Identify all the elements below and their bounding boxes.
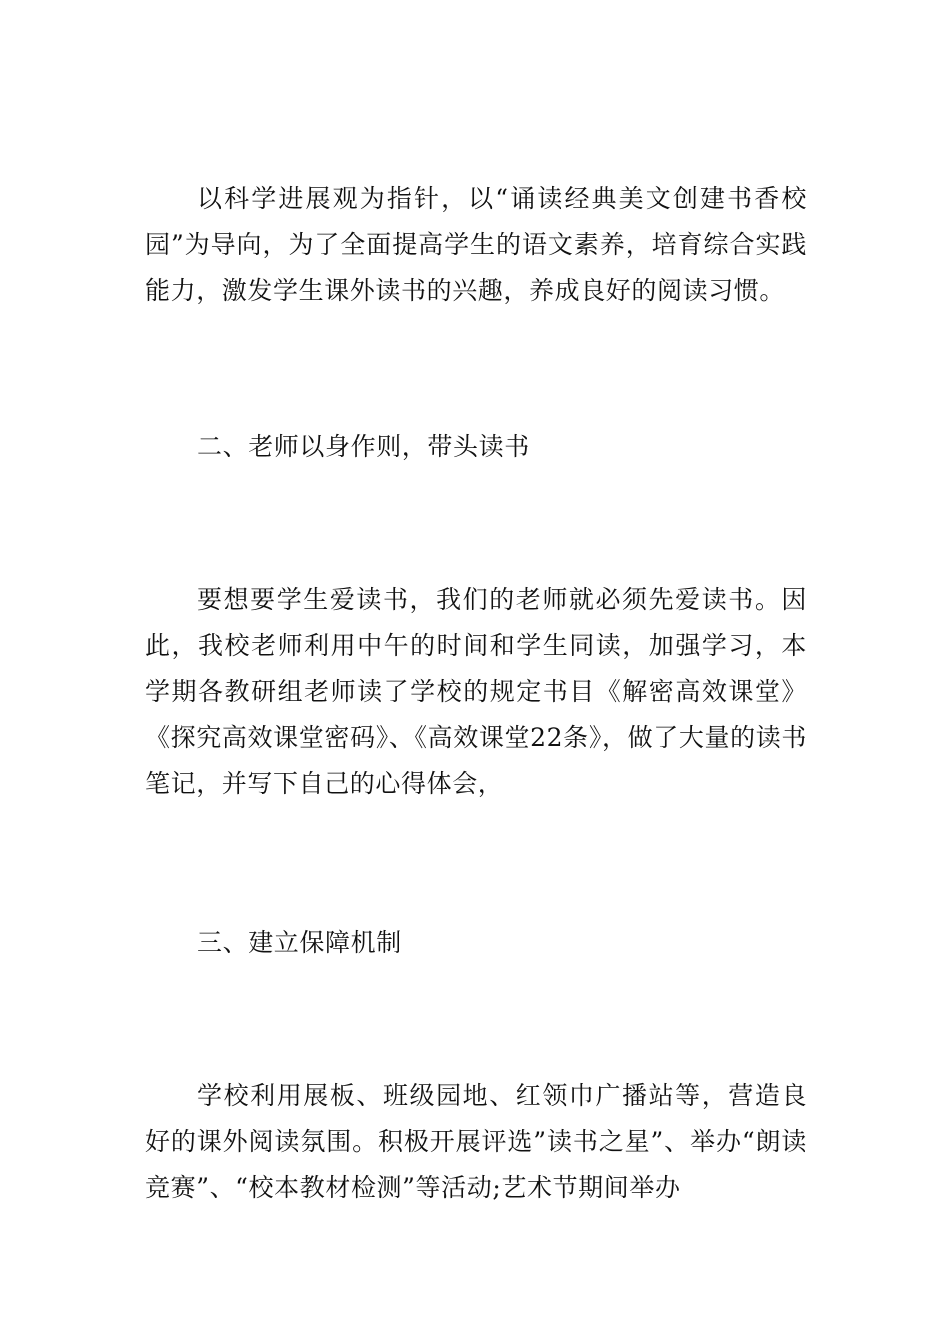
section-heading: 二、老师以身作则，带头读书 (197, 432, 530, 461)
body-paragraph: 学校利用展板、班级园地、红领巾广播站等，营造良好的课外阅读氛围。积极开展评选”读书之星”、举办“朗读竞赛”、“校本教材检测”等活动;艺术节期间举办 (145, 1081, 807, 1202)
body-paragraph: 以科学进展观为指针，以“诵读经典美文创建书香校园”为导向，为了全面提高学生的语文素养，培育综合实践能力，激发学生课外读书的兴趣，养成良好的阅读习惯。 (145, 184, 807, 305)
body-paragraph: 要想要学生爱读书，我们的老师就必须先爱读书。因此，我校老师利用中午的时间和学生同读，加强学习，本学期各教研组老师读了学校的规定书目《解密高效课堂》《探究高效课堂密码》、《高效课堂22条》，做了大量的读书笔记，并写下自己的心得体会， (145, 585, 807, 798)
section-heading: 三、建立保障机制 (197, 928, 402, 957)
